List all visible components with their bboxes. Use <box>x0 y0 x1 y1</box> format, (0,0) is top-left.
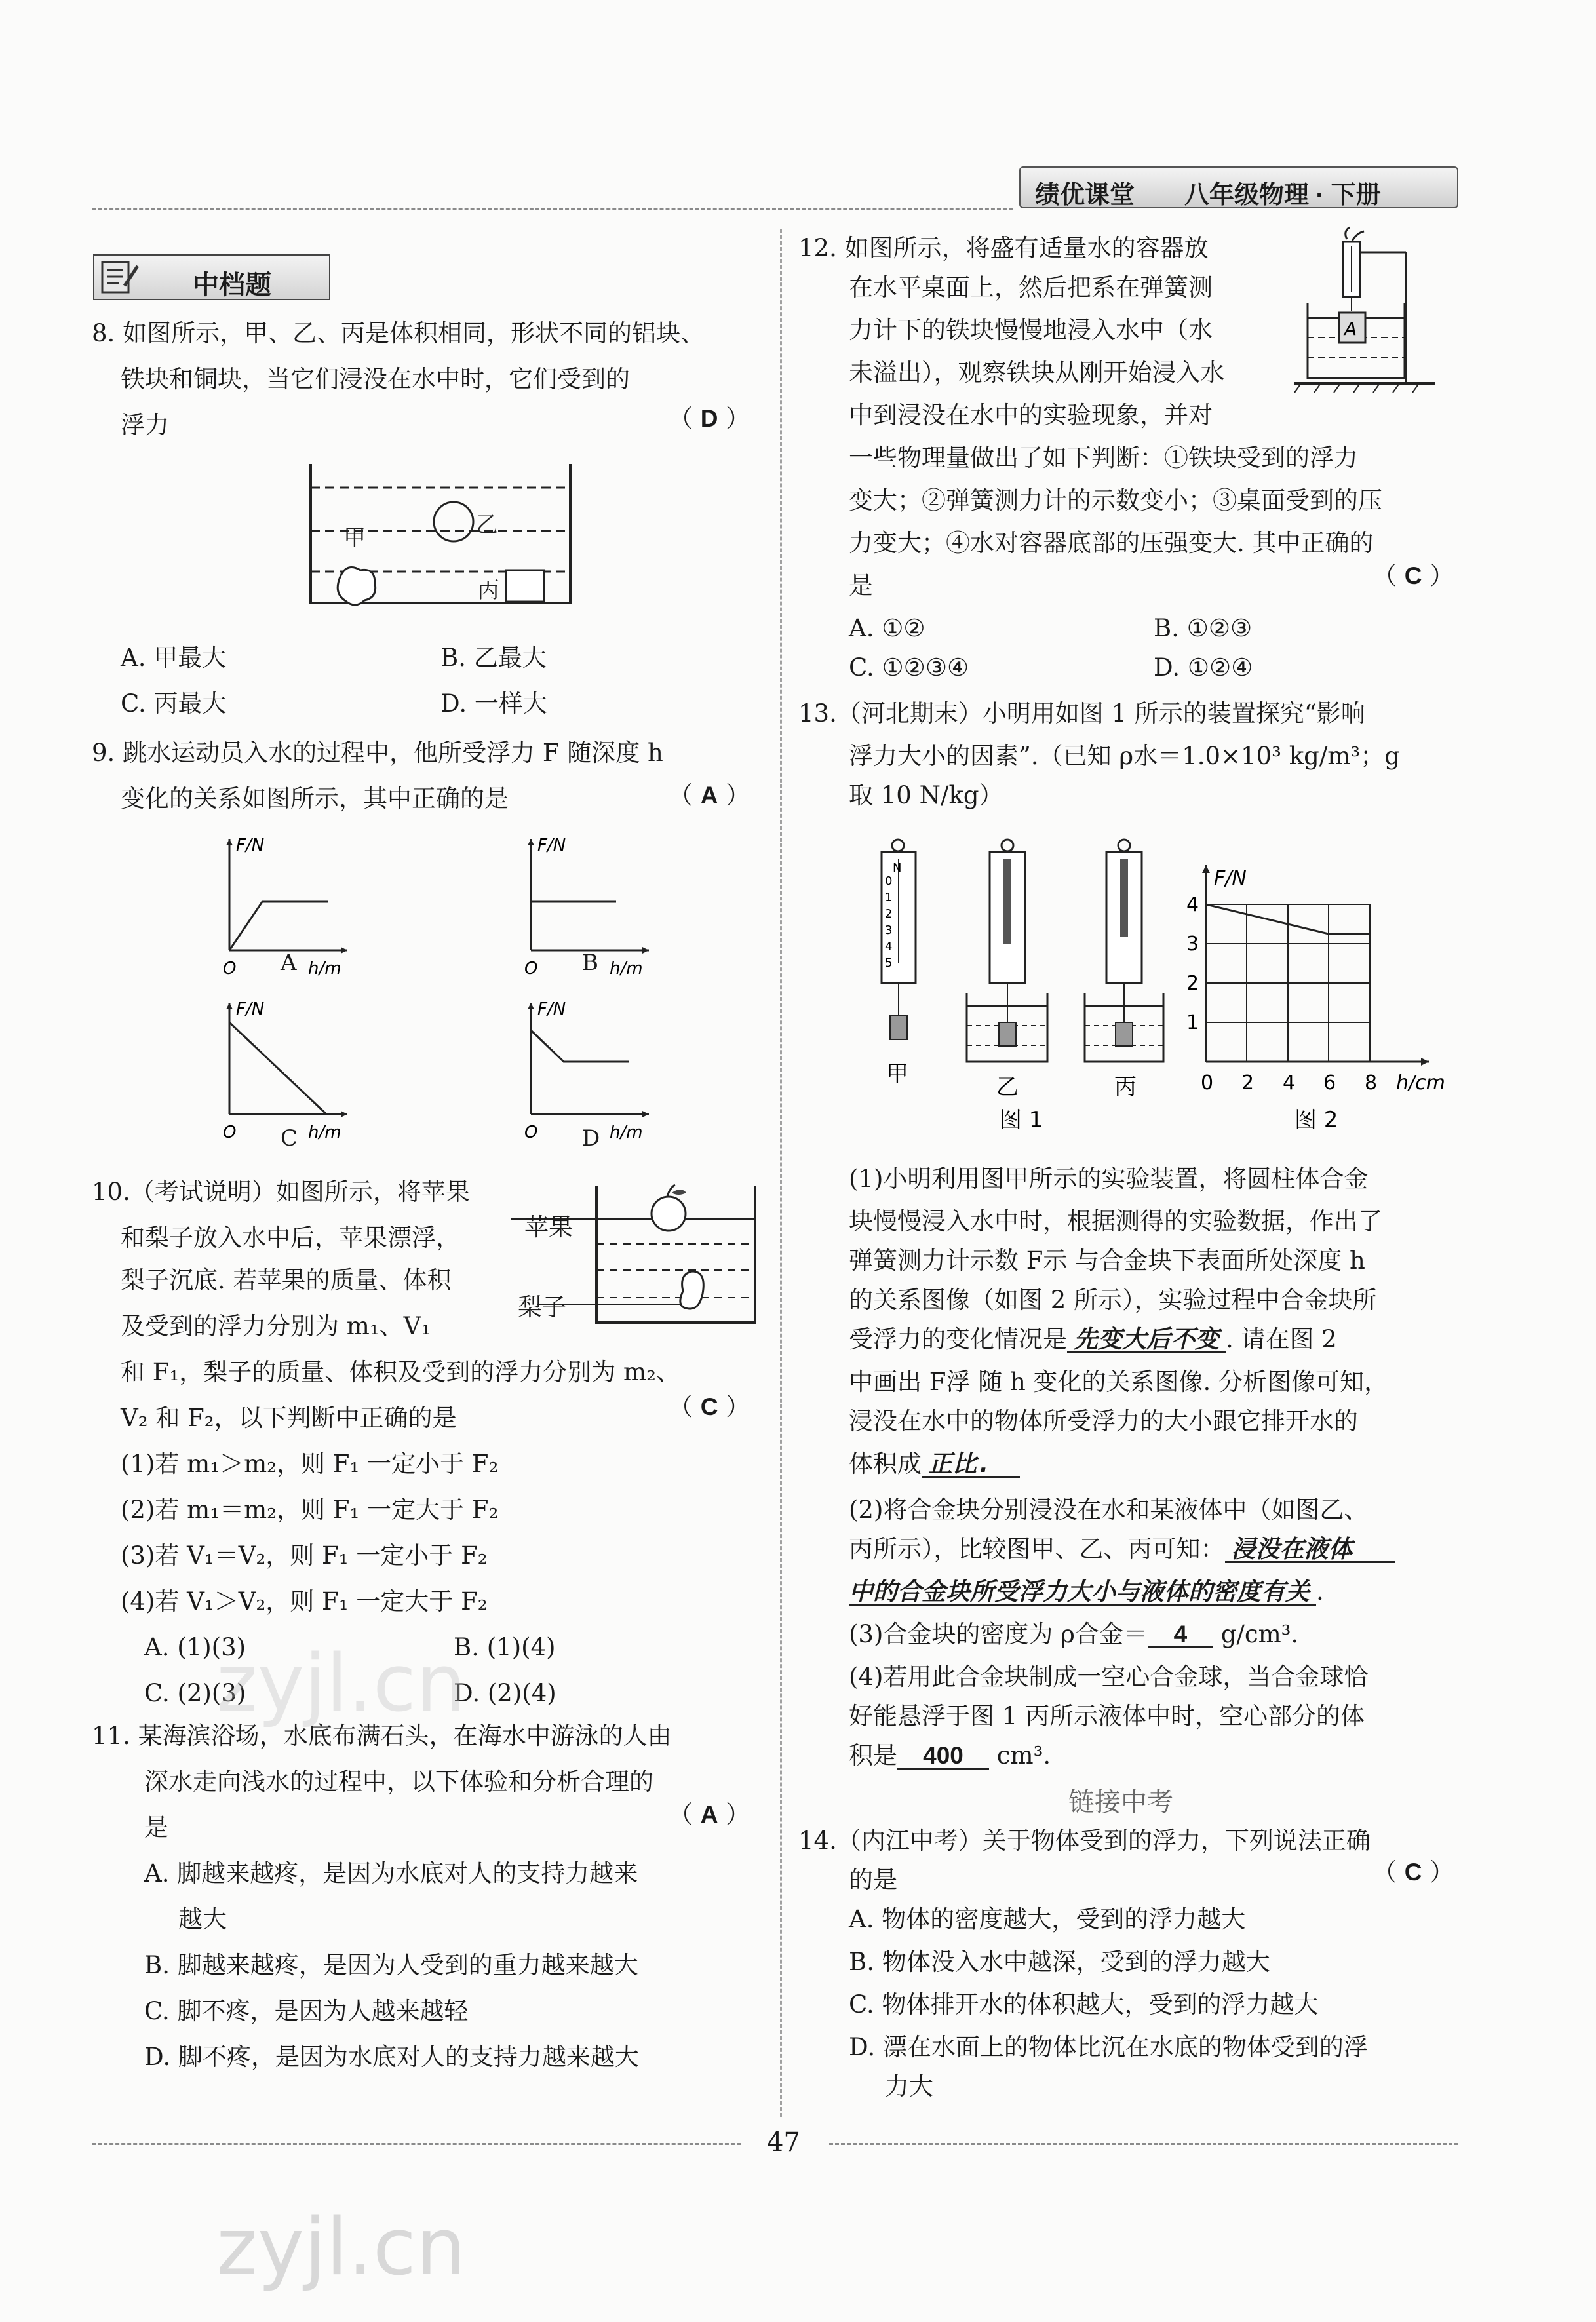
q14-option-d-cont: 力大 <box>885 2072 933 2100</box>
q9-line-1: 9. 跳水运动员入水的过程中，他所受浮力 F 随深度 h <box>92 739 663 767</box>
q13-p3-answer: 4 <box>1148 1622 1213 1648</box>
q9-c-origin: O <box>223 1123 237 1142</box>
q14-answer-bracket: （ C ） <box>1372 1858 1454 1886</box>
q13-f1-tick-0: 0 <box>885 874 893 888</box>
q9-graph-c-label: C <box>281 1125 298 1151</box>
q9-graph-b-label: B <box>582 950 598 976</box>
q13-p4-pre: 积是 <box>849 1741 897 1770</box>
q13-f2-ytick-2: 2 <box>1186 972 1199 995</box>
q13-p2-line-2 <box>849 1537 1395 1563</box>
q13-p2-pre: 丙所示），比较图甲、乙、丙可知： <box>849 1535 1225 1563</box>
q9-a-origin: O <box>223 959 237 978</box>
q13-p4-line-1: (4)若用此合金块制成一空心合金球，当合金球恰 <box>849 1663 1369 1691</box>
q13-f2-ytick-1: 1 <box>1186 1011 1199 1034</box>
q13-p1-line-8 <box>849 1452 1020 1478</box>
q9-graph-a-label: A <box>281 950 297 976</box>
q10-fig-pear: 梨子 <box>518 1293 566 1321</box>
q12-line-3: 力计下的铁块慢慢地浸入水中（水 <box>849 316 1213 344</box>
q10-statement-1: (1)若 m₁＞m₂，则 F₁ 一定小于 F₂ <box>121 1450 499 1478</box>
q11-answer-bracket: （ A ） <box>669 1800 750 1829</box>
q13-f2-xtick-4: 4 <box>1283 1072 1296 1094</box>
page-number: 47 <box>767 2127 800 2158</box>
q8-line-1: 8. 如图所示，甲、乙、丙是体积相同，形状不同的铝块、 <box>92 319 705 347</box>
q11-line-1: 11. 某海滨浴场，水底布满石头，在海水中游泳的人由 <box>92 1722 672 1750</box>
q13-f1-label-c: 丙 <box>1114 1074 1137 1100</box>
q9-b-ylabel: F/N <box>537 836 566 855</box>
q13-f2-ytick-3: 3 <box>1186 933 1199 956</box>
q12-answer-bracket: （ C ） <box>1372 562 1454 590</box>
q13-p3-post: g/cm³. <box>1220 1620 1299 1648</box>
q9-a-xlabel: h/m <box>308 959 341 978</box>
q13-p1-c-pre: 体积成 <box>849 1450 922 1478</box>
q13-line-2: 浮力大小的因素”.（已知 ρ水＝1.0×10³ kg/m³；g <box>849 742 1400 770</box>
q8-line-3: 浮力 <box>121 411 169 439</box>
q9-graph-c <box>210 990 360 1147</box>
q10-answer-bracket: （ C ） <box>669 1393 750 1421</box>
q11-option-a: A. 脚越来越疼，是因为水底对人的支持力越来 <box>144 1859 638 1887</box>
watermark-center: zyjl.cn <box>216 1638 466 1730</box>
header-banner <box>1019 166 1458 208</box>
q12-line-6: 一些物理量做出了如下判断：①铁块受到的浮力 <box>849 444 1358 472</box>
q9-graph-d-label: D <box>582 1125 600 1151</box>
q13-f1-tick-3: 3 <box>885 923 893 937</box>
q9-d-xlabel: h/m <box>610 1123 643 1142</box>
q10-line-4: 及受到的浮力分别为 m₁、V₁ <box>121 1312 431 1340</box>
q13-figure-1 <box>852 832 1167 1134</box>
q12-line-8: 力变大；④水对容器底部的压强变大. 其中正确的 <box>849 529 1374 557</box>
q8-option-b: B. 乙最大 <box>440 644 547 672</box>
q14-option-b: B. 物体没入水中越深，受到的浮力越大 <box>849 1948 1270 1976</box>
q12-option-c: C. ①②③④ <box>849 653 969 682</box>
q10-line-6: V₂ 和 F₂，以下判断中正确的是 <box>121 1404 457 1432</box>
q13-figure-2 <box>1180 859 1455 1134</box>
q8-option-a: A. 甲最大 <box>121 644 227 672</box>
header-series: 绩优课堂 <box>1035 182 1135 209</box>
q10-statement-3: (3)若 V₁＝V₂，则 F₁ 一定小于 F₂ <box>121 1541 488 1570</box>
q13-p1-answer: 先变大后不变 <box>1067 1327 1226 1353</box>
q13-line-3: 取 10 N/kg） <box>849 781 1003 809</box>
q13-p1-c-answer: 正比. <box>922 1452 1020 1478</box>
q8-fig-label-b: 乙 <box>476 512 498 538</box>
q13-p4-line-3 <box>849 1743 1051 1770</box>
q10-line-1: 10.（考试说明）如图所示，将苹果 <box>92 1178 470 1206</box>
q10-statement-4: (4)若 V₁＞V₂，则 F₁ 一定大于 F₂ <box>121 1587 488 1616</box>
q10-option-c: C. (2)(3) <box>144 1679 246 1707</box>
q13-p1-line-5 <box>849 1327 1337 1353</box>
q8-figure <box>303 459 578 611</box>
q13-p2-answer-2: 中的合金块所受浮力大小与液体的密度有关 <box>849 1579 1316 1606</box>
q8-answer: D <box>700 405 718 432</box>
q9-d-origin: O <box>524 1123 538 1142</box>
q12-line-5: 中到浸没在水中的实验现象，并对 <box>849 401 1213 429</box>
q13-f1-label-a: 甲 <box>886 1061 908 1087</box>
q9-answer-bracket: （ A ） <box>669 781 750 809</box>
q14-line-2: 的是 <box>849 1866 897 1894</box>
footer-rule-left <box>92 2143 741 2145</box>
q14-option-d: D. 漂在水面上的物体比沉在水底的物体受到的浮 <box>849 2033 1368 2061</box>
q11-line-2: 深水走向浅水的过程中，以下体验和分析合理的 <box>144 1768 653 1796</box>
q12-line-1: 12. 如图所示，将盛有适量水的容器放 <box>798 234 1209 262</box>
q12-line-7: 变大；②弹簧测力计的示数变小；③桌面受到的压 <box>849 486 1382 514</box>
q13-p2-answer-1: 浸没在液体 <box>1225 1537 1395 1563</box>
q9-a-ylabel: F/N <box>236 836 265 855</box>
q13-f1-unit: N <box>893 861 902 875</box>
q9-c-ylabel: F/N <box>236 999 265 1019</box>
q12-line-4: 未溢出），观察铁块从刚开始浸入水 <box>849 358 1225 387</box>
q13-p4-line-2: 好能悬浮于图 1 丙所示液体中时，空心部分的体 <box>849 1702 1365 1730</box>
q8-option-c: C. 丙最大 <box>121 689 227 718</box>
q12-line-2: 在水平桌面上，然后把系在弹簧测 <box>849 273 1213 301</box>
q13-p1-line-1: (1)小明利用图甲所示的实验装置，将圆柱体合金 <box>849 1165 1369 1193</box>
q13-line-1: 13.（河北期末）小明用如图 1 所示的装置探究“影响 <box>798 699 1365 727</box>
q13-f2-ytick-4: 4 <box>1186 893 1199 916</box>
column-divider <box>780 229 782 2117</box>
q13-p1-line-7: 浸没在水中的物体所受浮力的大小跟它排开水的 <box>849 1407 1358 1435</box>
q11-option-d: D. 脚不疼，是因为水底对人的支持力越来越大 <box>144 2043 639 2071</box>
q13-p3-line <box>849 1622 1298 1648</box>
q13-f2-ylabel: F/N <box>1214 867 1247 890</box>
q12-option-d: D. ①②④ <box>1154 653 1253 682</box>
q11-line-3: 是 <box>144 1813 168 1842</box>
header-subject: 八年级物理 · 下册 <box>1184 182 1381 209</box>
q13-p1-pre: 受浮力的变化情况是 <box>849 1325 1067 1353</box>
q13-p4-post: cm³. <box>996 1741 1051 1770</box>
q11-option-b: B. 脚越来越疼，是因为人受到的重力越来越大 <box>144 1951 638 1979</box>
watermark: zyjl.cn <box>216 2202 466 2293</box>
q8-fig-label-c: 丙 <box>477 577 499 604</box>
q13-p1-line-6: 中画出 F浮 随 h 变化的关系图像. 分析图像可知， <box>849 1368 1389 1396</box>
q11-option-a-cont: 越大 <box>178 1905 227 1933</box>
q12-figure <box>1294 226 1439 416</box>
q10-option-d: D. (2)(4) <box>454 1679 556 1707</box>
q13-p1-line-4: 的关系图像（如图 2 所示），实验过程中合金块所 <box>849 1286 1377 1314</box>
q11-answer: A <box>700 1801 718 1828</box>
q9-answer: A <box>700 782 718 809</box>
q9-b-xlabel: h/m <box>610 959 643 978</box>
q10-line-3: 梨子沉底. 若苹果的质量、体积 <box>121 1266 452 1294</box>
q12-line-9: 是 <box>849 571 873 600</box>
q9-c-xlabel: h/m <box>308 1123 341 1142</box>
q13-f1-tick-5: 5 <box>885 956 893 970</box>
q13-p2-line-3 <box>849 1579 1324 1606</box>
q13-f2-xtick-0: 0 <box>1201 1072 1214 1094</box>
q9-line-2: 变化的关系如图所示，其中正确的是 <box>121 784 509 813</box>
q9-b-origin: O <box>524 959 538 978</box>
q9-graph-d <box>511 990 662 1147</box>
q10-line-5: 和 F₁，梨子的质量、体积及受到的浮力分别为 m₂、 <box>121 1358 680 1386</box>
q12-fig-label: A <box>1344 318 1357 339</box>
notepad-icon <box>100 260 140 295</box>
q13-f1-caption: 图 1 <box>1000 1107 1043 1133</box>
q13-f1-tick-4: 4 <box>885 940 893 954</box>
q14-option-a: A. 物体的密度越大，受到的浮力越大 <box>849 1905 1246 1933</box>
link-title: 链接中考 <box>1068 1788 1173 1817</box>
q12-option-b: B. ①②③ <box>1154 614 1253 642</box>
q8-fig-label-a: 甲 <box>343 525 366 551</box>
section-title: 中档题 <box>193 271 271 300</box>
footer-rule-right <box>829 2143 1458 2145</box>
q10-fig-apple: 苹果 <box>524 1213 573 1241</box>
q11-option-c: C. 脚不疼，是因为人越来越轻 <box>144 1997 469 2025</box>
q13-f2-xtick-8: 8 <box>1365 1072 1378 1094</box>
section-title-box <box>93 254 330 300</box>
q13-f2-xtick-2: 2 <box>1241 1072 1255 1094</box>
q9-d-ylabel: F/N <box>537 999 566 1019</box>
q10-statement-2: (2)若 m₁＝m₂，则 F₁ 一定大于 F₂ <box>121 1496 499 1524</box>
q10-option-b: B. (1)(4) <box>454 1633 556 1661</box>
q13-p1-line-2: 块慢慢浸入水中时，根据测得的实验数据，作出了 <box>849 1207 1382 1235</box>
header-rule <box>92 208 1013 210</box>
q12-answer: C <box>1404 562 1422 589</box>
q8-option-d: D. 一样大 <box>440 689 547 718</box>
q13-p3-pre: (3)合金块的密度为 ρ合金＝ <box>849 1620 1148 1648</box>
q14-line-1: 14.（内江中考）关于物体受到的浮力，下列说法正确 <box>798 1827 1371 1855</box>
q13-f1-label-b: 乙 <box>996 1074 1019 1100</box>
q13-f2-xlabel: h/cm <box>1396 1072 1445 1094</box>
q10-option-a: A. (1)(3) <box>144 1633 246 1661</box>
q13-f1-tick-1: 1 <box>885 891 893 904</box>
q10-line-2: 和梨子放入水中后，苹果漂浮， <box>121 1224 460 1252</box>
q13-p2-line-1: (2)将合金块分别浸没在水和某液体中（如图乙、 <box>849 1496 1369 1524</box>
q8-answer-bracket: （ D ） <box>669 404 750 433</box>
q13-p4-answer: 400 <box>897 1743 989 1770</box>
q13-f2-xtick-6: 6 <box>1323 1072 1336 1094</box>
q14-answer: C <box>1404 1859 1422 1886</box>
q13-f1-tick-2: 2 <box>885 907 893 921</box>
q13-p2-post: . <box>1316 1577 1324 1606</box>
q13-p1-post: . 请在图 2 <box>1226 1325 1337 1353</box>
q13-f2-caption: 图 2 <box>1294 1107 1338 1133</box>
q12-option-a: A. ①② <box>849 614 925 642</box>
q8-line-2: 铁块和铜块，当它们浸没在水中时，它们受到的 <box>121 365 630 393</box>
q10-answer: C <box>700 1393 718 1420</box>
q13-p1-line-3: 弹簧测力计示数 F示 与合金块下表面所处深度 h <box>849 1247 1365 1275</box>
q14-option-c: C. 物体排开水的体积越大，受到的浮力越大 <box>849 1990 1319 2019</box>
